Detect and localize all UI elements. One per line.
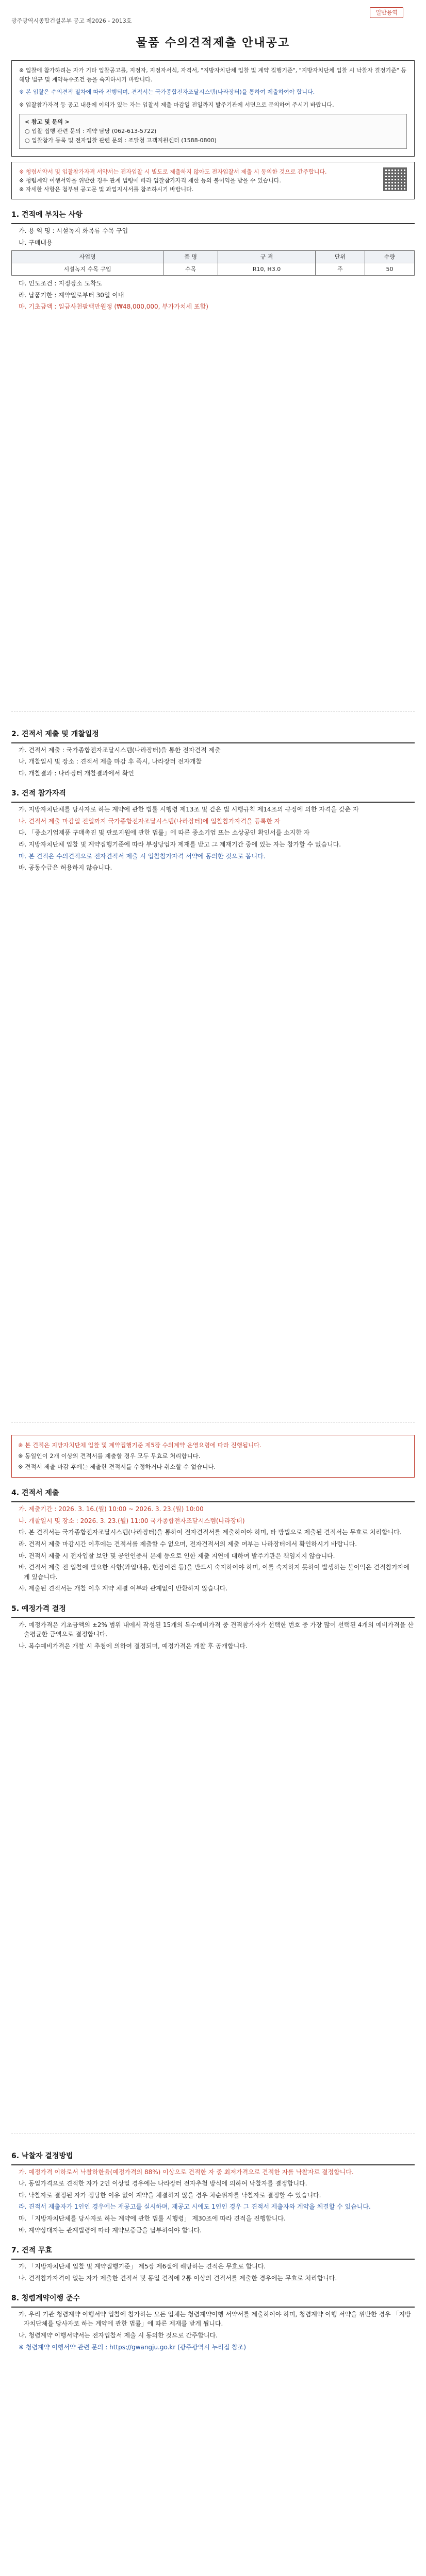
purchase-table bbox=[11, 250, 415, 276]
table-header: 수량 bbox=[365, 251, 414, 263]
section-title: 5. 예정가격 결정 bbox=[11, 1604, 415, 1618]
caution-line: ※ 동일인이 2개 이상의 견적서를 제출할 경우 모두 무효로 처리합니다. bbox=[18, 1452, 201, 1460]
section-title: 6. 낙찰자 결정방법 bbox=[11, 2151, 415, 2165]
section-line: 라. 납품기한 : 계약일로부터 30일 이내 bbox=[19, 291, 124, 299]
integrity-paragraph: ※ 청렴계약 이행서약을 위반한 경우 관계 법령에 따라 입찰참가자격 제한 등의 불이익을 받을 수 있습니다. bbox=[19, 177, 281, 184]
table-header-row bbox=[12, 251, 415, 263]
inquiry-line: ○ 입찰참가 등록 및 전자입찰 관련 문의 : 조달청 고객지원센터 (1588-0800) bbox=[25, 137, 217, 144]
integrity-link: ※ 청렴계약 이행서약 관련 문의 : https://gwangju.go.kr (광주광역시 누리집 참조) bbox=[19, 2343, 247, 2351]
section-title: 7. 견적 무효 bbox=[11, 2245, 415, 2260]
integrity-paragraph: ※ 청렴서약서 및 입찰참가자격 서약서는 전자입찰 시 별도로 제출하지 않아도 전자입찰서 제출 시 동의한 것으로 간주합니다. bbox=[19, 168, 327, 176]
section-line: 바. 견적서 제출 전 입찰에 필요한 사항(과업내용, 현장여건 등)을 반드시 숙지하여야 하며, 이를 숙지하지 못하여 발생하는 불이익은 견적참가자에게 있습니다. bbox=[19, 1564, 409, 1581]
caution-line: ※ 본 견적은 지방자치단체 입찰 및 계약집행기준 제5장 수의계약 운영요령에 따라 진행됩니다. bbox=[18, 1442, 261, 1449]
caution-line: ※ 견적서 제출 마감 후에는 제출한 견적서를 수정하거나 취소할 수 없습니다. bbox=[18, 1463, 216, 1470]
section-line: 나. 구매내용 bbox=[19, 239, 53, 246]
table-row bbox=[12, 263, 415, 276]
qr-code-icon bbox=[383, 167, 407, 191]
section-line: 가. 지방자치단체를 당사자로 하는 계약에 관한 법률 시행령 제13조 및 같은 법 시행규칙 제14조의 규정에 의한 자격을 갖춘 자 bbox=[19, 806, 359, 814]
table-cell: 수목 bbox=[163, 263, 218, 276]
announcement-number: 광주광역시종합건설본부 공고 제2026 - 2013호 bbox=[11, 18, 132, 24]
section-line: 마. 견적서 제출 시 전자입찰 보안 및 공인인증서 문제 등으로 인한 제출 지연에 대하여 발주기관은 책임지지 않습니다. bbox=[19, 1552, 335, 1560]
page-1 bbox=[11, 0, 415, 711]
section-line: 다. 개찰결과 : 나라장터 개찰결과에서 확인 bbox=[19, 769, 134, 777]
category-stamp: 일반용역 bbox=[370, 7, 403, 18]
section-line: 마. 본 견적은 수의견적으로 전자견적서 제출 시 입찰참가자격 서약에 동의한 것으로 봅니다. bbox=[19, 852, 266, 860]
table-header: 단위 bbox=[315, 251, 365, 263]
section-line: 다. 낙찰자로 결정된 자가 정당한 이유 없이 계약을 체결하지 않을 경우 차순위자를 낙찰자로 결정할 수 있습니다. bbox=[19, 2191, 321, 2199]
notice-box bbox=[11, 60, 415, 157]
section-line: 바. 계약상대자는 관계법령에 따라 계약보증금을 납부하여야 합니다. bbox=[19, 2226, 202, 2234]
section-line: 가. 우리 기관 청렴계약 이행서약 입찰에 참가하는 모든 업체는 청렴계약이행 서약서를 제출하여야 하며, 청렴계약 이행 서약을 위반한 경우 「지방자치단체를 당사자로 하는 계약에 관한 법률」에 따른 제재를 받게 됩니다. bbox=[19, 2310, 411, 2328]
section-line: 나. 견적서 제출 마감일 전일까지 국가종합전자조달시스템(나라장터)에 입찰참가자격을 등록한 자 bbox=[19, 817, 281, 825]
integrity-notice bbox=[11, 162, 415, 199]
section-line: 나. 동일가격으로 견적한 자가 2인 이상일 경우에는 나라장터 전자추첨 방식에 의하여 낙찰자를 결정합니다. bbox=[19, 2180, 307, 2188]
section-line: 가. 예정가격은 기초금액의 ±2% 범위 내에서 작성된 15개의 복수예비가격 중 견적참가자가 선택한 번호 중 가장 많이 선택된 4개의 예비가격을 산술평균한 금액으로 결정합니다. bbox=[19, 1621, 414, 1638]
notice-paragraph: ※ 입찰에 참가하려는 자가 기타 입찰공고를, 지정자, 지정자서식, 자격서, "지방자치단체 입찰 및 계약 집행기준", "지방자치단체 입찰 시 낙찰자 결정기준" 등 해당 법규 및 계약특수조건 등을 숙지하시기 바랍니다. bbox=[19, 67, 406, 83]
base-amount-line: 마. 기초금액 : 일금사천팔백만원정 (₩48,000,000, 부가가치세 포함) bbox=[19, 303, 208, 311]
integrity-notice-body bbox=[19, 167, 377, 194]
page-2 bbox=[11, 711, 415, 1422]
section-title: 8. 청렴계약이행 준수 bbox=[11, 2293, 415, 2308]
section-line: 다. 본 견적서는 국가종합전자조달시스템(나라장터)을 통하여 전자견적서를 제출하여야 하며, 타 방법으로 제출된 견적서는 무효로 처리합니다. bbox=[19, 1529, 402, 1536]
page-3 bbox=[11, 1422, 415, 2133]
section-line: 사. 제출된 견적서는 개찰 이후 계약 체결 여부와 관계없이 반환하지 않습니다. bbox=[19, 1585, 228, 1592]
notice-paragraph: ※ 입찰참가자격 등 공고 내용에 이의가 있는 자는 입찰서 제출 마감일 전일까지 발주기관에 서면으로 문의하여 주시기 바랍니다. bbox=[19, 101, 334, 108]
inquiry-box bbox=[19, 114, 407, 149]
table-cell: 50 bbox=[365, 263, 414, 276]
section-line: 가. 견적서 제출 : 국가종합전자조달시스템(나라장터)을 통한 전자견적 제출 bbox=[19, 746, 221, 754]
submission-period: 가. 제출기간 : 2026. 3. 16.(월) 10:00 ~ 2026. 3. 23.(월) 10:00 bbox=[19, 1505, 204, 1513]
section-title: 2. 견적서 제출 및 개찰일정 bbox=[11, 729, 415, 743]
section-title: 1. 견적에 부치는 사항 bbox=[11, 210, 415, 224]
section-line: 다. 「중소기업제품 구매촉진 및 판로지원에 관한 법률」에 따른 중소기업 또는 소상공인 확인서를 소지한 자 bbox=[19, 829, 310, 837]
section-line: 나. 견적참가자격이 없는 자가 제출한 견적서 및 동일 견적에 2통 이상의 견적서를 제출한 경우에는 무효로 처리합니다. bbox=[19, 2274, 337, 2282]
section-line: 가. 예정가격 이하로서 낙찰하한율(예정가격의 88%) 이상으로 견적한 자 중 최저가격으로 견적한 자를 낙찰자로 결정합니다. bbox=[19, 2168, 354, 2176]
section-title: 4. 견적서 제출 bbox=[11, 1488, 415, 1502]
opening-schedule: 나. 개찰일시 및 장소 : 2026. 3. 23.(월) 11:00 국가종합전자조달시스템(나라장터) bbox=[19, 1517, 245, 1524]
section-line: 나. 개찰일시 및 장소 : 견적서 제출 마감 후 즉시, 나라장터 전자개찰 bbox=[19, 758, 202, 766]
section-title: 3. 견적 참가자격 bbox=[11, 788, 415, 803]
integrity-paragraph: ※ 자세한 사항은 첨부된 공고문 및 과업지시서를 참조하시기 바랍니다. bbox=[19, 186, 194, 193]
notice-paragraph: ※ 본 입찰은 수의견적 절차에 따라 진행되며, 견적서는 국가종합전자조달시스템(나라장터)을 통하여 제출하여야 합니다. bbox=[19, 89, 315, 96]
section-line: 바. 공동수급은 허용하지 않습니다. bbox=[19, 864, 112, 872]
table-cell: 시설녹지 수목 구입 bbox=[12, 263, 163, 276]
section-line: 라. 지방자치단체 입찰 및 계약집행기준에 따라 부정당업자 제재를 받고 그 제재기간 중에 있는 자는 참가할 수 없습니다. bbox=[19, 840, 341, 848]
table-header: 품 명 bbox=[163, 251, 218, 263]
table-header: 사업명 bbox=[12, 251, 163, 263]
section-line: 라. 견적서 제출 마감시간 이후에는 견적서를 제출할 수 없으며, 전자견적서의 제출 여부는 나라장터에서 확인하시기 바랍니다. bbox=[19, 1540, 357, 1548]
section-line: 나. 복수예비가격은 개찰 시 추첨에 의하여 결정되며, 예정가격은 개찰 후 공개합니다. bbox=[19, 1642, 248, 1650]
section-line: 가. 용 역 명 : 시설녹지 화목류 수목 구입 bbox=[19, 227, 128, 234]
caution-box bbox=[11, 1435, 415, 1478]
section-line: 나. 청렴계약 이행서약서는 전자입찰서 제출 시 동의한 것으로 간주합니다. bbox=[19, 2332, 218, 2339]
section-line: 다. 인도조건 : 지정장소 도착도 bbox=[19, 280, 103, 287]
table-cell: 주 bbox=[315, 263, 365, 276]
section-line: 가. 「지방자치단체 입찰 및 계약집행기준」 제5장 제6절에 해당하는 견적은 무효로 합니다. bbox=[19, 2262, 266, 2270]
document-title: 물품 수의견적제출 안내공고 bbox=[136, 37, 290, 50]
inquiry-line: ○ 입찰 집행 관련 문의 : 계약 담당 (062-613-5722) bbox=[25, 127, 157, 134]
table-cell: R10, H3.0 bbox=[218, 263, 316, 276]
section-line: 마. 「지방자치단체를 당사자로 하는 계약에 관한 법률 시행령」 제30조에 따라 견적을 진행합니다. bbox=[19, 2215, 286, 2223]
section-line: 라. 견적서 제출자가 1인인 경우에는 재공고를 실시하며, 재공고 시에도 1인인 경우 그 견적서 제출자와 계약을 체결할 수 있습니다. bbox=[19, 2203, 371, 2211]
page-4 bbox=[11, 2133, 415, 2576]
inquiry-title: < 참고 및 문의 > bbox=[25, 118, 70, 125]
table-header: 규 격 bbox=[218, 251, 316, 263]
